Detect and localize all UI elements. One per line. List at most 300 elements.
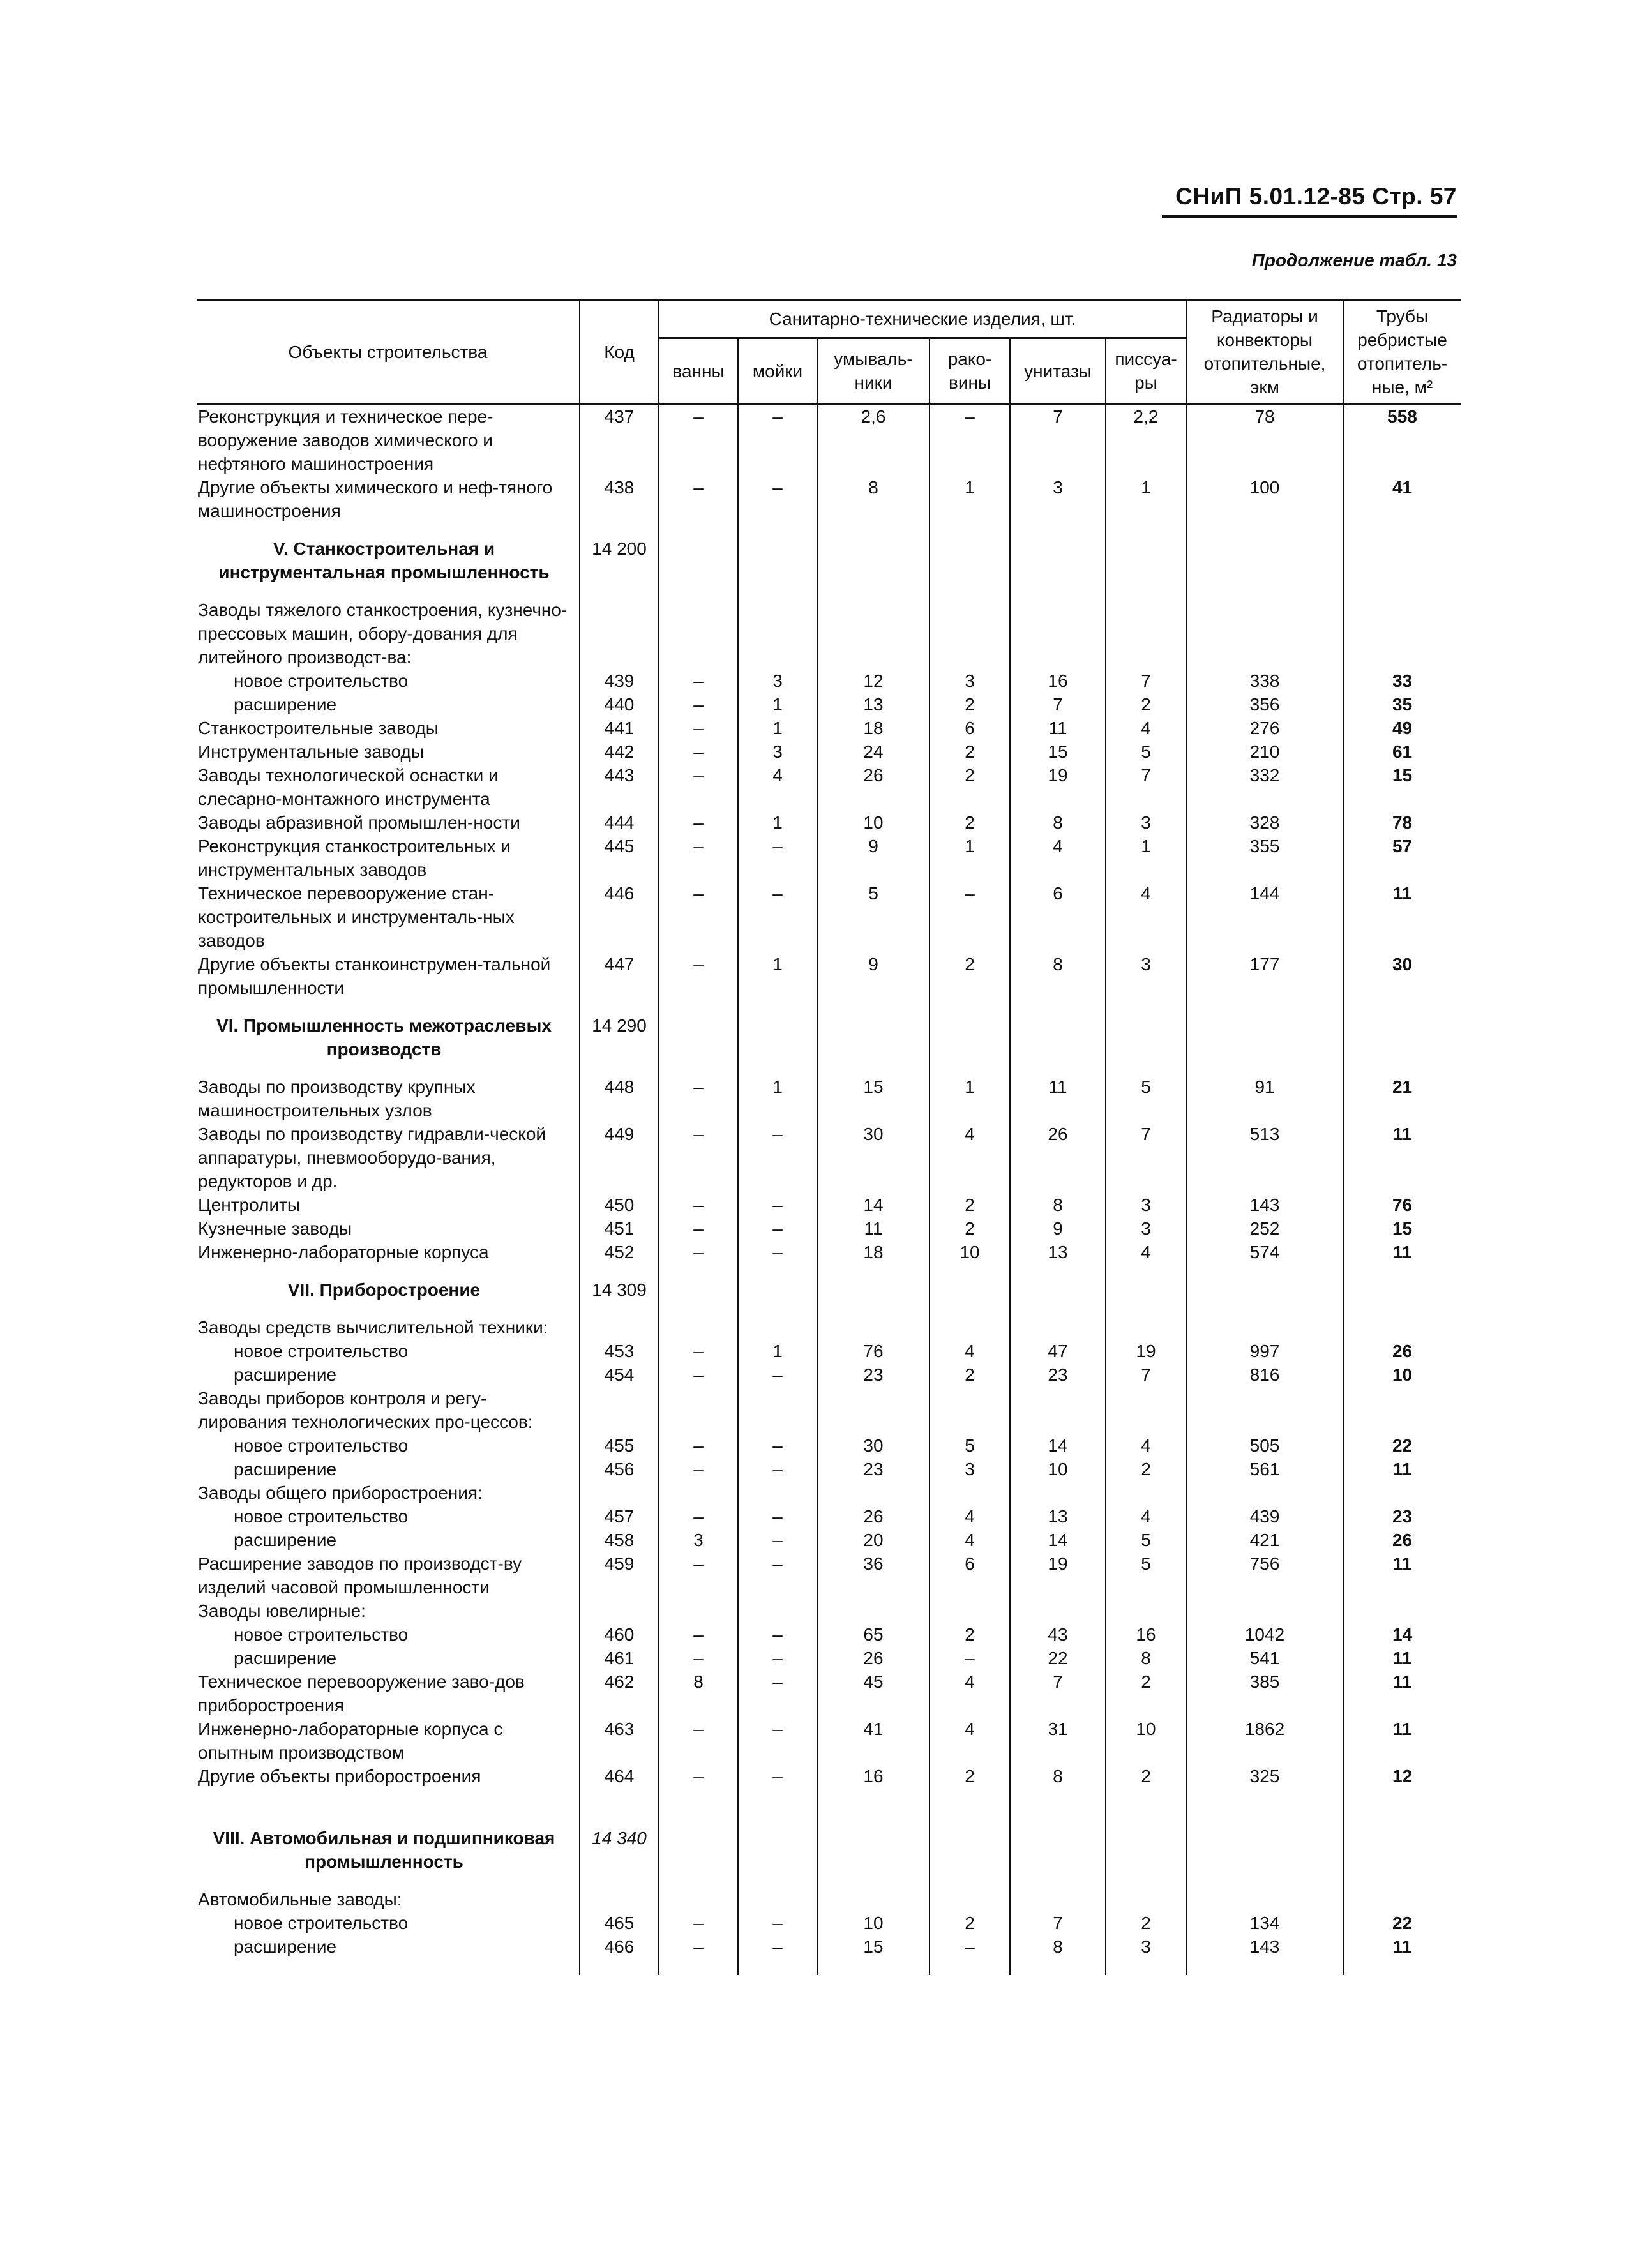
object-name: новое строительство	[234, 1625, 409, 1644]
radiators-cell: 177	[1186, 952, 1343, 1000]
object-name: новое строительство	[234, 1436, 409, 1455]
pipes-cell: 33	[1343, 669, 1461, 693]
toilets-cell: 9	[1010, 1217, 1106, 1240]
object-name: расширение	[234, 1937, 337, 1956]
object-name: расширение	[234, 1530, 337, 1550]
radiators-cell: 385	[1186, 1670, 1343, 1717]
object-name: Техническое перевооружение заво-дов приборостроения	[198, 1672, 525, 1715]
hand-sinks-cell	[930, 1874, 1010, 1911]
sinks-cell: 1	[738, 952, 817, 1000]
toilets-cell: 4	[1010, 834, 1106, 882]
code-cell: 14 290	[580, 1000, 659, 1061]
urinals-cell: 3	[1106, 1935, 1186, 1975]
toilets-cell: 16	[1010, 669, 1106, 693]
toilets-cell	[1010, 1788, 1106, 1874]
urinals-cell	[1106, 1481, 1186, 1505]
radiators-cell: 144	[1186, 882, 1343, 952]
code-cell: 449	[580, 1122, 659, 1193]
section-row	[197, 1000, 1461, 1061]
hand-sinks-cell	[930, 1302, 1010, 1339]
object-name: Инструментальные заводы	[198, 742, 424, 762]
pipes-cell: 15	[1343, 1217, 1461, 1240]
hand-sinks-cell: 2	[930, 1217, 1010, 1240]
washbasins-cell	[817, 1000, 930, 1061]
object-name: Инженерно-лабораторные корпуса с опытным производством	[198, 1719, 503, 1762]
toilets-cell	[1010, 1874, 1106, 1911]
pipes-cell	[1343, 1302, 1461, 1339]
section-row	[197, 523, 1461, 584]
code-cell	[580, 1874, 659, 1911]
sinks-cell: 1	[738, 693, 817, 716]
urinals-cell	[1106, 584, 1186, 669]
code-cell: 466	[580, 1935, 659, 1975]
washbasins-cell: 26	[817, 1646, 930, 1670]
table-row	[197, 1874, 1461, 1911]
pipes-cell: 35	[1343, 693, 1461, 716]
baths-cell: –	[659, 1339, 738, 1363]
table-row	[197, 882, 1461, 952]
baths-cell	[659, 1874, 738, 1911]
table-row	[197, 404, 1461, 476]
toilets-cell: 10	[1010, 1457, 1106, 1481]
sinks-cell: –	[738, 404, 817, 476]
toilets-cell	[1010, 523, 1106, 584]
toilets-cell: 13	[1010, 1505, 1106, 1528]
radiators-cell: 78	[1186, 404, 1343, 476]
table-row	[197, 476, 1461, 523]
table-row	[197, 1911, 1461, 1935]
pipes-cell: 49	[1343, 716, 1461, 740]
urinals-cell	[1106, 1874, 1186, 1911]
table-row	[197, 1935, 1461, 1975]
hand-sinks-cell: 6	[930, 1552, 1010, 1599]
code-cell	[580, 1302, 659, 1339]
toilets-cell: 19	[1010, 1552, 1106, 1599]
radiators-cell	[1186, 584, 1343, 669]
toilets-cell	[1010, 1000, 1106, 1061]
object-name: расширение	[234, 1648, 337, 1668]
urinals-cell: 3	[1106, 1217, 1186, 1240]
object-name: Заводы общего приборостроения:	[198, 1483, 483, 1503]
table-body	[197, 404, 1461, 1976]
pipes-cell	[1343, 1874, 1461, 1911]
toilets-cell	[1010, 1481, 1106, 1505]
baths-cell: –	[659, 1717, 738, 1764]
baths-cell	[659, 584, 738, 669]
washbasins-cell: 26	[817, 763, 930, 811]
washbasins-cell: 14	[817, 1193, 930, 1217]
washbasins-cell	[817, 584, 930, 669]
table-row	[197, 1552, 1461, 1599]
radiators-cell	[1186, 1481, 1343, 1505]
radiators-cell: 328	[1186, 811, 1343, 834]
washbasins-cell: 65	[817, 1623, 930, 1646]
object-name: Заводы абразивной промышлен-ности	[198, 813, 520, 832]
object-name: Автомобильные заводы:	[198, 1889, 402, 1909]
radiators-cell: 134	[1186, 1911, 1343, 1935]
code-cell: 454	[580, 1363, 659, 1386]
radiators-cell: 100	[1186, 476, 1343, 523]
urinals-cell	[1106, 1302, 1186, 1339]
pipes-cell	[1343, 584, 1461, 669]
hand-sinks-cell: –	[930, 1935, 1010, 1975]
baths-cell: –	[659, 716, 738, 740]
section-title: VIII. Автомобильная и подшипниковая промышленность	[213, 1828, 555, 1872]
object-name: Другие объекты химического и неф-тяного машиностроения	[198, 477, 553, 521]
hand-sinks-cell: 2	[930, 693, 1010, 716]
pipes-cell	[1343, 1386, 1461, 1434]
object-name: расширение	[234, 695, 337, 714]
baths-cell: 3	[659, 1528, 738, 1552]
radiators-cell	[1186, 1599, 1343, 1623]
table-row	[197, 1528, 1461, 1552]
table-row	[197, 1240, 1461, 1264]
code-cell	[580, 584, 659, 669]
sinks-cell: –	[738, 1764, 817, 1788]
pipes-cell: 11	[1343, 1457, 1461, 1481]
urinals-cell: 4	[1106, 1505, 1186, 1528]
sinks-cell	[738, 1874, 817, 1911]
table-row	[197, 1646, 1461, 1670]
sinks-cell: –	[738, 1646, 817, 1670]
hand-sinks-cell: 1	[930, 476, 1010, 523]
washbasins-cell: 16	[817, 1764, 930, 1788]
radiators-cell: 439	[1186, 1505, 1343, 1528]
baths-cell: –	[659, 1434, 738, 1457]
radiators-cell: 421	[1186, 1528, 1343, 1552]
hand-sinks-cell: 2	[930, 1363, 1010, 1386]
code-cell: 442	[580, 740, 659, 763]
radiators-cell: 143	[1186, 1935, 1343, 1975]
urinals-cell: 1	[1106, 834, 1186, 882]
code-cell: 14 309	[580, 1264, 659, 1302]
toilets-cell: 8	[1010, 1935, 1106, 1975]
radiators-cell	[1186, 1000, 1343, 1061]
header-washbasins: умываль-ники	[817, 338, 930, 404]
object-name: Реконструкция станкостроительных и инструментальных заводов	[198, 836, 511, 880]
hand-sinks-cell	[930, 1386, 1010, 1434]
toilets-cell: 47	[1010, 1339, 1106, 1363]
pipes-cell	[1343, 1788, 1461, 1874]
table-row	[197, 1717, 1461, 1764]
hand-sinks-cell: 2	[930, 1911, 1010, 1935]
hand-sinks-cell: 2	[930, 811, 1010, 834]
urinals-cell: 10	[1106, 1717, 1186, 1764]
code-cell: 464	[580, 1764, 659, 1788]
toilets-cell: 23	[1010, 1363, 1106, 1386]
urinals-cell: 4	[1106, 882, 1186, 952]
code-cell: 462	[580, 1670, 659, 1717]
code-cell: 438	[580, 476, 659, 523]
baths-cell	[659, 1302, 738, 1339]
object-name: Станкостроительные заводы	[198, 718, 439, 738]
table-row	[197, 740, 1461, 763]
hand-sinks-cell	[930, 1599, 1010, 1623]
code-cell: 450	[580, 1193, 659, 1217]
sinks-cell: 3	[738, 669, 817, 693]
pipes-cell: 11	[1343, 1122, 1461, 1193]
table-row	[197, 952, 1461, 1000]
radiators-cell: 356	[1186, 693, 1343, 716]
urinals-cell: 8	[1106, 1646, 1186, 1670]
table-row	[197, 584, 1461, 669]
urinals-cell	[1106, 1788, 1186, 1874]
urinals-cell: 7	[1106, 1363, 1186, 1386]
code-cell	[580, 1599, 659, 1623]
sinks-cell: –	[738, 1528, 817, 1552]
header-code: Код	[580, 300, 659, 404]
baths-cell: –	[659, 882, 738, 952]
toilets-cell: 3	[1010, 476, 1106, 523]
toilets-cell	[1010, 1264, 1106, 1302]
object-name: новое строительство	[234, 1506, 409, 1526]
sinks-cell: –	[738, 1217, 817, 1240]
washbasins-cell: 30	[817, 1434, 930, 1457]
urinals-cell: 4	[1106, 1240, 1186, 1264]
urinals-cell: 2	[1106, 1457, 1186, 1481]
table-row	[197, 1505, 1461, 1528]
pipes-cell: 10	[1343, 1363, 1461, 1386]
pipes-cell: 11	[1343, 1935, 1461, 1975]
baths-cell: –	[659, 1217, 738, 1240]
toilets-cell: 7	[1010, 693, 1106, 716]
urinals-cell: 7	[1106, 763, 1186, 811]
table-row	[197, 1363, 1461, 1386]
washbasins-cell: 8	[817, 476, 930, 523]
pipes-cell	[1343, 1000, 1461, 1061]
urinals-cell: 3	[1106, 811, 1186, 834]
baths-cell	[659, 523, 738, 584]
radiators-cell: 756	[1186, 1552, 1343, 1599]
hand-sinks-cell	[930, 1264, 1010, 1302]
sinks-cell: 1	[738, 811, 817, 834]
baths-cell: –	[659, 1457, 738, 1481]
radiators-cell: 1862	[1186, 1717, 1343, 1764]
toilets-cell	[1010, 1302, 1106, 1339]
table-row	[197, 763, 1461, 811]
pipes-cell: 26	[1343, 1339, 1461, 1363]
urinals-cell: 5	[1106, 740, 1186, 763]
washbasins-cell: 18	[817, 1240, 930, 1264]
washbasins-cell: 20	[817, 1528, 930, 1552]
code-cell: 441	[580, 716, 659, 740]
washbasins-cell: 9	[817, 952, 930, 1000]
sinks-cell: –	[738, 1122, 817, 1193]
header-baths: ванны	[659, 338, 738, 404]
baths-cell: –	[659, 1193, 738, 1217]
hand-sinks-cell: 2	[930, 740, 1010, 763]
radiators-cell: 325	[1186, 1764, 1343, 1788]
baths-cell: –	[659, 811, 738, 834]
sinks-cell	[738, 1000, 817, 1061]
toilets-cell: 11	[1010, 1061, 1106, 1122]
urinals-cell	[1106, 1000, 1186, 1061]
urinals-cell: 5	[1106, 1552, 1186, 1599]
header-objects: Объекты строительства	[197, 300, 580, 404]
baths-cell: –	[659, 1505, 738, 1528]
pipes-cell: 76	[1343, 1193, 1461, 1217]
hand-sinks-cell: –	[930, 1646, 1010, 1670]
code-cell: 455	[580, 1434, 659, 1457]
hand-sinks-cell: 5	[930, 1434, 1010, 1457]
toilets-cell: 14	[1010, 1528, 1106, 1552]
object-name: Заводы ювелирные:	[198, 1601, 366, 1621]
sinks-cell: –	[738, 1670, 817, 1717]
object-name: Заводы приборов контроля и регу-лирования технологических про-цессов:	[198, 1388, 533, 1432]
urinals-cell: 7	[1106, 1122, 1186, 1193]
object-name: Заводы по производству гидравли-ческой аппаратуры, пневмооборудо-вания, редукторов и др.	[198, 1124, 546, 1191]
radiators-cell: 276	[1186, 716, 1343, 740]
object-name: расширение	[234, 1459, 337, 1479]
sinks-cell	[738, 1386, 817, 1434]
code-cell: 452	[580, 1240, 659, 1264]
section-title: VII. Приборостроение	[287, 1280, 481, 1300]
table-row	[197, 1122, 1461, 1193]
toilets-cell: 7	[1010, 404, 1106, 476]
hand-sinks-cell: 4	[930, 1717, 1010, 1764]
baths-cell: –	[659, 476, 738, 523]
object-name: новое строительство	[234, 671, 409, 691]
code-cell: 456	[580, 1457, 659, 1481]
sinks-cell: 4	[738, 763, 817, 811]
code-cell: 445	[580, 834, 659, 882]
sinks-cell	[738, 1302, 817, 1339]
toilets-cell: 8	[1010, 952, 1106, 1000]
object-name: Заводы по производству крупных машиностроительных узлов	[198, 1077, 476, 1120]
sinks-cell: –	[738, 1505, 817, 1528]
washbasins-cell: 41	[817, 1717, 930, 1764]
washbasins-cell: 36	[817, 1552, 930, 1599]
radiators-cell	[1186, 1874, 1343, 1911]
sinks-cell	[738, 584, 817, 669]
hand-sinks-cell	[930, 584, 1010, 669]
hand-sinks-cell: 4	[930, 1505, 1010, 1528]
sinks-cell: 1	[738, 716, 817, 740]
header-urinals: писсуа-ры	[1106, 338, 1186, 404]
section-title: VI. Промышленность межотраслевых производств	[216, 1016, 552, 1059]
urinals-cell	[1106, 523, 1186, 584]
code-cell: 460	[580, 1623, 659, 1646]
code-cell: 14 200	[580, 523, 659, 584]
code-cell: 447	[580, 952, 659, 1000]
pipes-cell: 41	[1343, 476, 1461, 523]
object-name: Заводы технологической оснастки и слесарно-монтажного инструмента	[198, 765, 499, 809]
hand-sinks-cell	[930, 1788, 1010, 1874]
washbasins-cell	[817, 1599, 930, 1623]
radiators-cell: 541	[1186, 1646, 1343, 1670]
sinks-cell: –	[738, 1363, 817, 1386]
washbasins-cell: 26	[817, 1505, 930, 1528]
code-cell: 446	[580, 882, 659, 952]
baths-cell: –	[659, 1552, 738, 1599]
washbasins-cell: 23	[817, 1363, 930, 1386]
hand-sinks-cell	[930, 523, 1010, 584]
toilets-cell: 6	[1010, 882, 1106, 952]
object-name: Другие объекты станкоинструмен-тальной промышленности	[198, 954, 551, 998]
section-row	[197, 1788, 1461, 1874]
baths-cell: –	[659, 740, 738, 763]
header-toilets: унитазы	[1010, 338, 1106, 404]
toilets-cell	[1010, 1386, 1106, 1434]
pipes-cell: 22	[1343, 1911, 1461, 1935]
code-cell: 451	[580, 1217, 659, 1240]
pipes-cell	[1343, 1481, 1461, 1505]
pipes-cell: 11	[1343, 1646, 1461, 1670]
washbasins-cell: 15	[817, 1061, 930, 1122]
header-sanitary-group: Санитарно-технические изделия, шт.	[659, 300, 1186, 338]
code-cell: 453	[580, 1339, 659, 1363]
table-row	[197, 1434, 1461, 1457]
hand-sinks-cell: 1	[930, 834, 1010, 882]
object-name: Кузнечные заводы	[198, 1219, 352, 1238]
toilets-cell	[1010, 584, 1106, 669]
radiators-cell	[1186, 1302, 1343, 1339]
sinks-cell	[738, 1788, 817, 1874]
washbasins-cell	[817, 523, 930, 584]
pipes-cell: 11	[1343, 1670, 1461, 1717]
pipes-cell: 23	[1343, 1505, 1461, 1528]
hand-sinks-cell: 2	[930, 1193, 1010, 1217]
sinks-cell: 1	[738, 1339, 817, 1363]
object-name: Заводы средств вычислительной техники:	[198, 1318, 548, 1337]
washbasins-cell	[817, 1264, 930, 1302]
baths-cell: –	[659, 1646, 738, 1670]
table-row	[197, 669, 1461, 693]
radiators-cell: 210	[1186, 740, 1343, 763]
urinals-cell	[1106, 1264, 1186, 1302]
toilets-cell: 19	[1010, 763, 1106, 811]
table-row	[197, 834, 1461, 882]
urinals-cell: 2	[1106, 1764, 1186, 1788]
radiators-cell: 513	[1186, 1122, 1343, 1193]
baths-cell: –	[659, 1122, 738, 1193]
pipes-cell: 21	[1343, 1061, 1461, 1122]
hand-sinks-cell: 1	[930, 1061, 1010, 1122]
hand-sinks-cell: 2	[930, 952, 1010, 1000]
code-cell: 461	[580, 1646, 659, 1670]
toilets-cell: 43	[1010, 1623, 1106, 1646]
pipes-cell: 12	[1343, 1764, 1461, 1788]
urinals-cell: 3	[1106, 952, 1186, 1000]
radiators-cell: 91	[1186, 1061, 1343, 1122]
hand-sinks-cell: 6	[930, 716, 1010, 740]
washbasins-cell	[817, 1386, 930, 1434]
object-name: Инженерно-лабораторные корпуса	[198, 1242, 489, 1262]
sinks-cell: –	[738, 1623, 817, 1646]
urinals-cell: 19	[1106, 1339, 1186, 1363]
sinks-cell: –	[738, 1193, 817, 1217]
sinks-cell: 3	[738, 740, 817, 763]
urinals-cell	[1106, 1386, 1186, 1434]
code-cell: 443	[580, 763, 659, 811]
hand-sinks-cell: –	[930, 882, 1010, 952]
urinals-cell: 3	[1106, 1193, 1186, 1217]
sinks-cell: 1	[738, 1061, 817, 1122]
baths-cell: –	[659, 1935, 738, 1975]
code-cell	[580, 1481, 659, 1505]
pipes-cell: 11	[1343, 1240, 1461, 1264]
table-row	[197, 1193, 1461, 1217]
hand-sinks-cell: –	[930, 404, 1010, 476]
urinals-cell	[1106, 1599, 1186, 1623]
pipes-cell: 15	[1343, 763, 1461, 811]
table-row	[197, 1481, 1461, 1505]
hand-sinks-cell	[930, 1000, 1010, 1061]
pipes-cell	[1343, 1264, 1461, 1302]
table-row	[197, 1217, 1461, 1240]
urinals-cell: 2,2	[1106, 404, 1186, 476]
baths-cell	[659, 1000, 738, 1061]
